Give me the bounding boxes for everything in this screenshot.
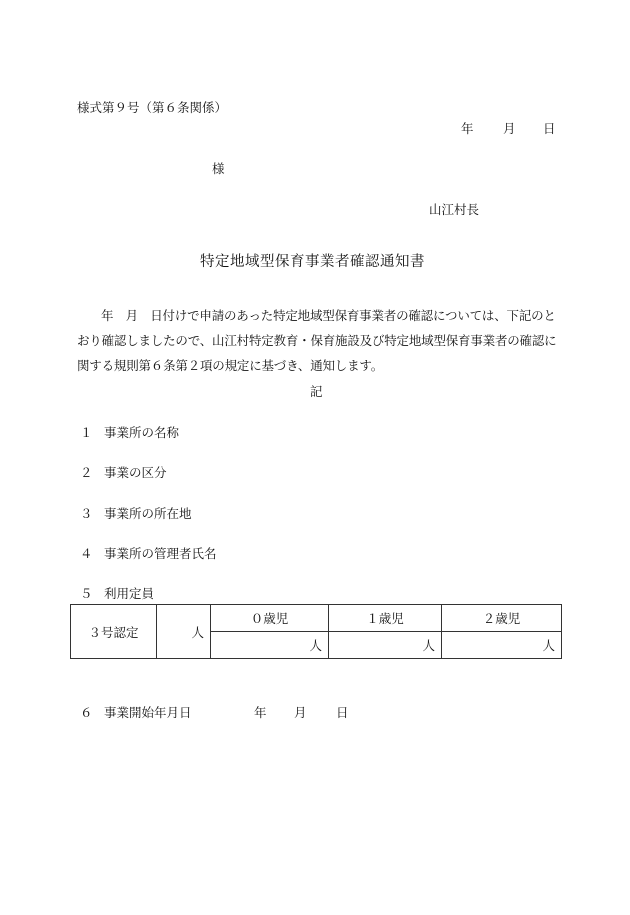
age-header-2: ２歳児 <box>442 605 562 632</box>
recipient-suffix: 様 <box>212 161 225 176</box>
start-year: 年 <box>254 705 267 720</box>
document-title: 特定地域型保育事業者確認通知書 <box>200 254 425 270</box>
item-number: ３ <box>80 506 93 521</box>
form-number: 様式第９号（第６条関係） <box>77 100 228 115</box>
ki-label: 記 <box>310 384 323 399</box>
capacity-total-unit: 人 <box>157 605 211 659</box>
date-month: 月 <box>503 121 516 136</box>
item-label: 事業の区分 <box>104 465 167 480</box>
age-header-1: １歳児 <box>329 605 442 632</box>
item-number: １ <box>80 425 93 440</box>
body-paragraph: 年 月 日付けで申請のあった特定地域型保育事業者の確認については、下記のとおり確認しましたので、山江村特定教育・保育施設及び特定地域型保育事業者の確認に関する規則第６条第２項の規定に基づき、通知します。 <box>77 308 557 373</box>
date-day: 日 <box>543 121 556 136</box>
start-month: 月 <box>294 705 307 720</box>
item-number: ５ <box>80 586 93 601</box>
age-unit-2: 人 <box>442 632 562 659</box>
issuer: 山江村長 <box>429 202 480 217</box>
age-header-0: ０歳児 <box>211 605 329 632</box>
item-label: 事業所の管理者氏名 <box>104 546 217 561</box>
item-number: ４ <box>80 546 93 561</box>
item-label: 利用定員 <box>104 586 155 601</box>
start-day: 日 <box>336 705 349 720</box>
date-year: 年 <box>461 121 474 136</box>
item-number: ２ <box>80 465 93 480</box>
table-row <box>71 605 562 632</box>
capacity-table <box>70 604 562 659</box>
capacity-row-label: ３号認定 <box>71 605 157 659</box>
item-number: ６ <box>80 705 93 720</box>
item-label: 事業開始年月日 <box>104 705 192 720</box>
age-unit-1: 人 <box>329 632 442 659</box>
item-label: 事業所の名称 <box>104 425 180 440</box>
item-label: 事業所の所在地 <box>104 506 192 521</box>
age-unit-0: 人 <box>211 632 329 659</box>
